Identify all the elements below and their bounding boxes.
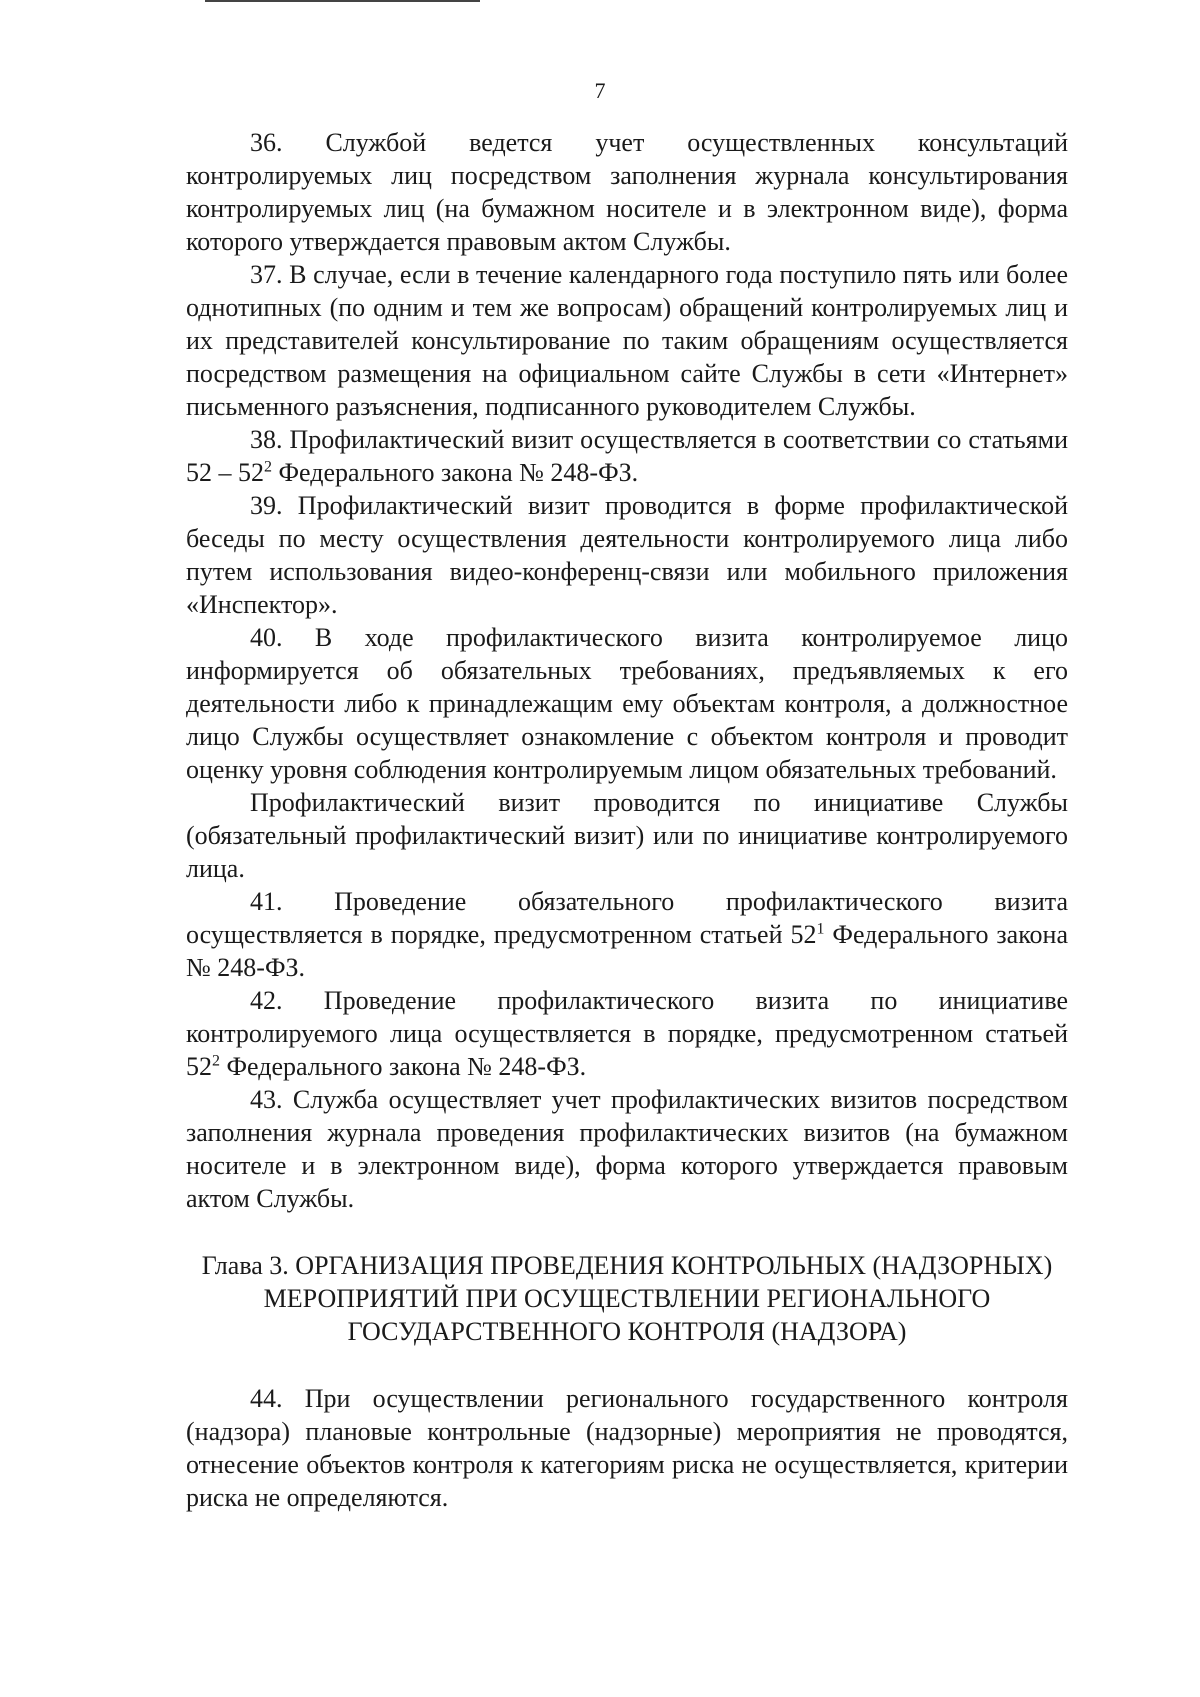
paragraph-38: 38. Профилактический визит осуществляется в соответствии со статьями $52 - 52^2$ Федерального закона № 248-ФЗ. [186, 425, 1068, 487]
chapter-heading-line-3: ГОСУДАРСТВЕННОГО КОНТРОЛЯ (НАДЗОРА) [347, 1317, 907, 1346]
chapter-heading-line-2: МЕРОПРИЯТИЙ ПРИ ОСУЩЕСТВЛЕНИИ РЕГИОНАЛЬНОГО [263, 1284, 991, 1313]
paragraph-37: 37. В случае, если в течение календарного года поступило пять или более однотипных (по одним и тем же вопросам) обращений контролируемых лиц и их представителей консультирование по таким обращениям осуществляется посредством размещения на официальном сайте Службы в сети «Интернет» письменного разъяснения, подписанного руководителем Службы. [186, 260, 1068, 421]
top-rule [205, 0, 480, 2]
paragraph-44: 44. При осуществлении регионального государственного контроля (надзора) плановые контрольные (надзорные) мероприятия не проводятся, отнесение объектов контроля к категориям риска не осуществляется, критерии риска не определяются. [186, 1384, 1068, 1512]
paragraph-39: 39. Профилактический визит проводится в форме профилактической беседы по месту осуществления деятельности контролируемого лица либо путем использования видео-конференц-связи или мобильного приложения «Инспектор». [186, 491, 1068, 619]
paragraph-40: 40. В ходе профилактического визита контролируемое лицо информируется об обязательных требованиях, предъявляемых к его деятельности либо к принадлежащим ему объектам контроля, а должностное лицо Службы осуществляет ознакомление с объектом контроля и проводит оценку уровня соблюдения контролируемым лицом обязательных требований. [186, 623, 1068, 784]
chapter-heading [186, 1249, 1068, 1348]
paragraph-42: 42. Проведение профилактического визита по инициативе контролируемого лица осуществляется в порядке, предусмотренном статьей $52^2$ Федерального закона № 248-ФЗ. [186, 986, 1068, 1081]
chapter-heading-line-1: Глава 3. ОРГАНИЗАЦИЯ ПРОВЕДЕНИЯ КОНТРОЛЬНЫХ (НАДЗОРНЫХ) [201, 1251, 1053, 1280]
page-number: 7 [594, 78, 606, 103]
document-body [186, 126, 1068, 1514]
paragraph-41: 41. Проведение обязательного профилактического визита осуществляется в порядке, предусмотренном статьей $52^1$ Федерального закона № 248-ФЗ. [186, 887, 1068, 982]
paragraph-40-continued: Профилактический визит проводится по инициативе Службы (обязательный профилактический визит) или по инициативе контролируемого лица. [186, 788, 1068, 883]
paragraph-36: 36. Службой ведется учет осуществленных консультаций контролируемых лиц посредством заполнения журнала консультирования контролируемых лиц (на бумажном носителе и в электронном виде), форма которого утверждается правовым актом Службы. [186, 128, 1068, 256]
paragraph-43: 43. Служба осуществляет учет профилактических визитов посредством заполнения журнала проведения профилактических визитов (на бумажном носителе и в электронном виде), форма которого утверждается правовым актом Службы. [186, 1085, 1068, 1213]
